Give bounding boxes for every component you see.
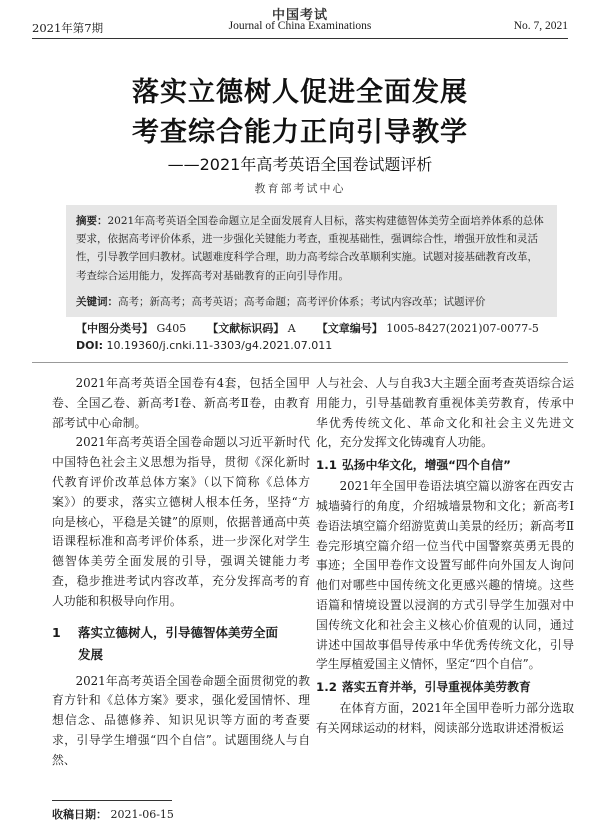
title-line-2: 考查综合能力正向引导教学 [132,117,468,148]
doi-value: 10.19360/j.cnki.11-3303/g4.2021.07.011 [106,339,333,352]
body-column-left [52,374,310,771]
keywords-label: 关键词： [76,296,118,308]
issue-cn: 2021年第7期 [32,21,104,35]
title-line-1: 落实立德树人促进全面发展 [132,77,468,108]
paragraph: 在体育方面，2021年全国甲卷听力部分选取有关网球运动的材料，阅读部分选取讲述滑板运 [316,701,574,735]
subtitle: ——2021年高考英语全国卷试题评析 [167,155,433,174]
journal-name-en: Journal of China Examinations [228,20,372,32]
header-rule [32,38,568,39]
classification-row [76,320,552,336]
article-no-value: 1005-8427(2021)07-0077-5 [386,322,539,335]
article-no-label: 【文章编号】 [316,322,383,335]
author: 教育部考试中心 [254,182,346,195]
section-heading-1 [52,622,310,666]
subsection-heading-text: 弘扬中华文化，增强“四个自信” [342,458,511,473]
keywords [76,294,547,309]
paragraph: 2021年全国甲卷语法填空篇以游客在西安古城墙骑行的角度，介绍城墙景物和文化；新高考Ⅰ卷语法填空篇介绍游览黄山美景的经历；新高考Ⅱ卷完形填空篇介绍一位当代中国警察英勇无畏的事迹；全国甲卷作文设置写邮件向外国友人询问他们对哪些中国传统文化更感兴趣的情境。这些语篇和情境设置以浸润的方式引导学生加强对中国传统文化和社会主义核心价值观的认同，通过讲述中国故事倡导传承中华优秀传统文化，引导学生厚植爱国主义情怀，坚定“四个自信”。 [316,479,574,672]
doi-label: DOI: [76,339,103,352]
abstract [76,212,547,285]
keywords-text: 高考；新高考；高考英语；高考命题；高考评价体系；考试内容改革；试题评价 [118,296,486,308]
running-header [32,0,568,42]
footnote-rule [52,800,172,801]
subsection-number: 1.1 [316,458,337,473]
section-heading-text: 落实立德树人，引导德智体美劳全面 [78,624,279,640]
section-number: 1 [52,624,61,640]
abstract-text: 2021年高考英语全国卷命题立足全面发展育人目标，落实构建德智体美劳全面培养体系的总体要求，依据高考评价体系，进一步强化关键能力考查，重视基础性，强调综合性，增强开放性和灵活性，引导教学回归教材。试题难度科学合理，助力高考综合改革顺利实施。试题对接基础教育改革，考查综合运用能力，发挥高考对基础教育的正向引导作用。 [76,215,544,282]
paragraph: 2021年高考英语全国卷命题全面贯彻党的教育方针和《总体方案》要求，强化爱国情怀、理想信念、品德修养、知识见识等方面的考查要求，引导学生增强“四个自信”。试题围绕人与自然、 [52,673,310,767]
abstract-box [66,205,557,317]
received-date: 2021-06-15 [110,808,174,821]
abstract-label: 摘要： [76,215,108,227]
paragraph: 2021年高考英语全国卷命题以习近平新时代中国特色社会主义思想为指导，贯彻《深化新时代教育评价改革总体方案》（以下简称《总体方案》）的要求，落实立德树人根本任务，坚持“方向是核心，平稳是关键”的原则，依据普通高中英语课程标准和高考评价体系，进一步深化对学生德智体美劳全面发展的引导，强调关键能力考查，稳步推进考试内容改革，充分发挥高考的育人功能和积极导向作用。 [52,435,310,608]
doc-code-value: A [287,322,296,335]
journal-name-cn: 中国考试 [271,8,328,23]
footnote [52,806,174,822]
received-date-label: 收稿日期： [52,808,107,821]
paragraph: 人与社会、人与自我3大主题全面考查英语综合运用能力，引导基础教育重视体美劳教育，传承中华优秀传统文化、革命文化和社会主义先进文化，充分发挥文化铸魂育人功能。 [316,376,574,450]
body-column-right [316,374,574,739]
subsection-number: 1.2 [316,680,337,695]
doc-code-label: 【文献标识码】 [207,322,285,335]
paragraph: 2021年高考英语全国卷有4套，包括全国甲卷、全国乙卷、新高考Ⅰ卷、新高考Ⅱ卷，由教育部考试中心命制。 [52,376,310,430]
separator-rule [32,362,568,363]
subsection-heading-1-1 [316,455,574,475]
clc-label: 【中图分类号】 [76,322,153,335]
issue-en: No. 7, 2021 [513,20,568,32]
section-heading-text-cont: 发展 [78,646,104,662]
subsection-heading-1-2 [316,677,574,697]
subsection-heading-text: 落实五育并举，引导重视体美劳教育 [342,680,531,695]
doi-row [76,339,332,352]
clc-value: G405 [156,322,187,335]
